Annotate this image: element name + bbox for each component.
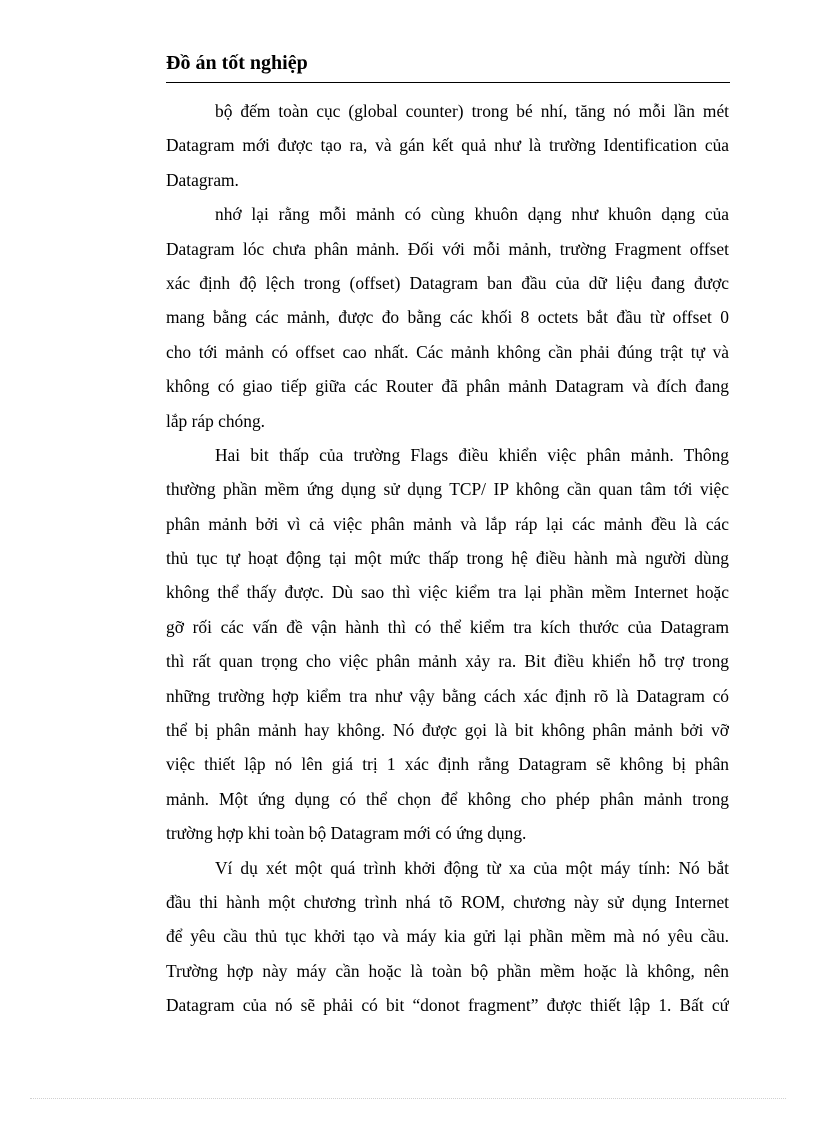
text-line: Datagram. <box>166 169 239 190</box>
text-line: nhớ lại rằng mỗi mảnh có cùng khuôn dạng như khuôn dạng của <box>215 204 729 225</box>
text-line: đầu thi hành một chương trình nhá tõ ROM, chương này sử dụng Internet <box>166 891 729 912</box>
text-line: mảnh. Một ứng dụng có thể chọn để không cho phép phân mảnh trong <box>166 788 729 809</box>
text-line: Trường hợp này máy cần hoặc là toàn bộ phần mềm hoặc là không, nên <box>166 960 729 981</box>
text-line: thì rất quan trọng cho việc phân mảnh xảy ra. Bit điều khiển hỗ trợ trong <box>166 651 729 672</box>
text-line: Datagram của nó sẽ phải có bit “donot fragment” được thiết lập 1. Bất cứ <box>166 995 729 1016</box>
text-line: thể bị phân mảnh hay không. Nó được gọi là bit không phân mảnh bởi vỡ <box>166 720 729 741</box>
paragraph-2 <box>166 202 729 443</box>
page-header <box>166 50 730 83</box>
text-line: trường hợp khi toàn bộ Datagram mới có ứng dụng. <box>166 823 527 844</box>
text-line: phân mảnh bởi vì cả việc phân mảnh và lắp ráp lại các mảnh đều là các <box>166 513 729 534</box>
text-line: cho tới mảnh có offset cao nhất. Các mảnh không cần phải đúng trật tự và <box>166 341 729 362</box>
text-line: lắp ráp chóng. <box>166 410 265 431</box>
text-line: không có giao tiếp giữa các Router đã phân mảnh Datagram và đích đang <box>166 376 729 397</box>
footer-divider <box>30 1098 786 1099</box>
paragraph-3 <box>166 443 729 856</box>
text-line: việc thiết lập nó lên giá trị 1 xác định rằng Datagram sẽ không bị phân <box>166 754 729 775</box>
text-line: để yêu cầu thủ tục khởi tạo và máy kia gửi lại phần mềm mà nó yêu cầu. <box>166 926 729 947</box>
paragraph-4 <box>166 856 729 1028</box>
text-line: Hai bit thấp của trường Flags điều khiển việc phân mảnh. Thông <box>215 444 729 465</box>
text-line: Datagram lóc chưa phân mảnh. Đối với mỗi mảnh, trường Fragment offset <box>166 238 729 259</box>
text-line: mang bằng các mảnh, được đo bằng các khối 8 octets bắt đầu từ offset 0 <box>166 307 729 328</box>
page-title: Đồ án tốt nghiệp <box>166 52 308 74</box>
text-line: Ví dụ xét một quá trình khởi động từ xa của một máy tính: Nó bắt <box>215 857 729 878</box>
text-line: thường phần mềm ứng dụng sử dụng TCP/ IP không cần quan tâm tới việc <box>166 479 729 500</box>
text-line: Datagram mới được tạo ra, và gán kết quả như là trường Identification của <box>166 135 729 156</box>
text-line: thủ tục tự hoạt động tại một mức thấp trong hệ điều hành mà người dùng <box>166 548 729 569</box>
text-line: xác định độ lệch trong (offset) Datagram ban đầu của dữ liệu đang được <box>166 272 729 293</box>
text-line: những trường hợp kiểm tra như vậy bằng cách xác định rõ là Datagram có <box>166 685 729 706</box>
text-line: bộ đếm toàn cục (global counter) trong bé nhí, tăng nó mỗi lần mét <box>215 101 729 121</box>
paragraph-1 <box>166 99 729 202</box>
text-line: gỡ rối các vấn đề vận hành thì có thể kiểm tra kích thước của Datagram <box>166 616 729 637</box>
body-text <box>166 99 729 1028</box>
text-line: không thể thấy được. Dù sao thì việc kiểm tra lại phần mềm Internet hoặc <box>166 582 729 603</box>
